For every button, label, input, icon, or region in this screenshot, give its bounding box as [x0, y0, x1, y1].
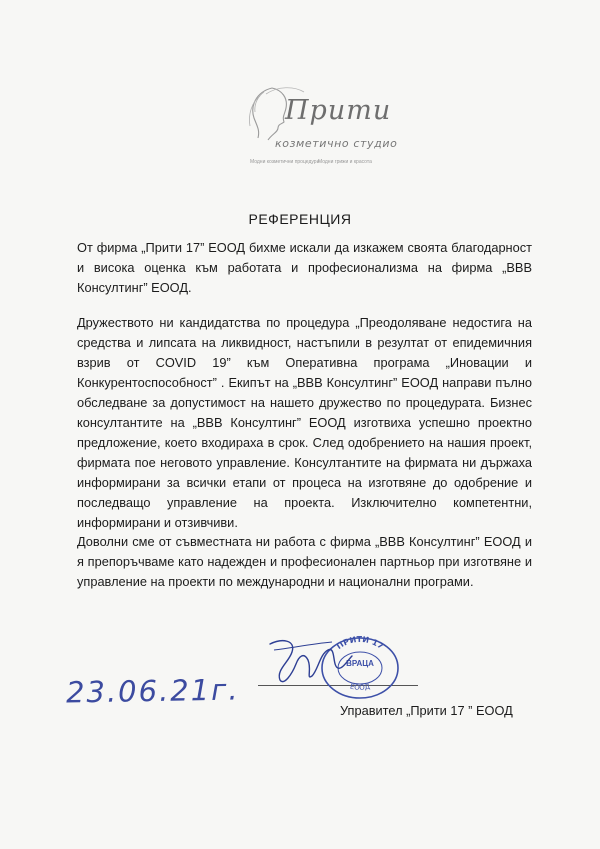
brand-tagline-left: Модни козметични процедури	[250, 159, 320, 165]
brand-name: Прити	[285, 95, 392, 126]
handwritten-date: 23.06.21г.	[65, 672, 240, 710]
document-title: РЕФЕРЕНЦИЯ	[248, 211, 352, 227]
paragraph-project-details: Дружеството ни кандидатства по процедура „Преодоляване недостига на средства и липсата на ликвидност, настъпили в резултат от епидемичния взрив от COVID 19” към Оперативна програма „Иновации и Конкурентоспособност” . Екипът на „ВВВ Консултинг” ЕООД направи пълно обследване за допустимост на нашето дружество по процедурата. Бизнес консултантите на „ВВВ Консултинг” ЕООД изготвиха успешно проектно предложение, което входираха в срок. След одобрението на нашия проект, фирмата пое неговото управление. Консултантите на фирмата ни държаха информирани за всички етапи от процеса на изготвяне до одобрение и последващо управление на проекта. Изключително компетентни, информирани и отзивчиви.	[77, 315, 532, 530]
brand-subtitle: козметично студио	[275, 137, 398, 150]
handwritten-signature	[262, 630, 357, 690]
stamp-city: ВРАЦА	[346, 659, 374, 668]
brand-tagline-right: Модни грижи и красота	[318, 159, 372, 165]
stamp-ring-text: ПРИТИ 17	[334, 634, 386, 652]
signatory-title: Управител „Прити 17 ” ЕООД	[340, 703, 513, 718]
paragraph-gratitude: От фирма „Прити 17” ЕООД бихме искали да изкажем своята благодарност и висока оценка към работата и професионализма на фирма „ВВВ Консултинг” ЕООД.	[77, 240, 532, 295]
stamp-ring-text-bottom: ЕООД	[349, 682, 371, 692]
paragraph-recommendation: Доволни сме от съвместната ни работа с фирма „ВВВ Консултинг” ЕООД и я препоръчваме като надежден и професионален партньор при изготвяне и управление на проекти по международни и национални програми.	[77, 534, 532, 589]
